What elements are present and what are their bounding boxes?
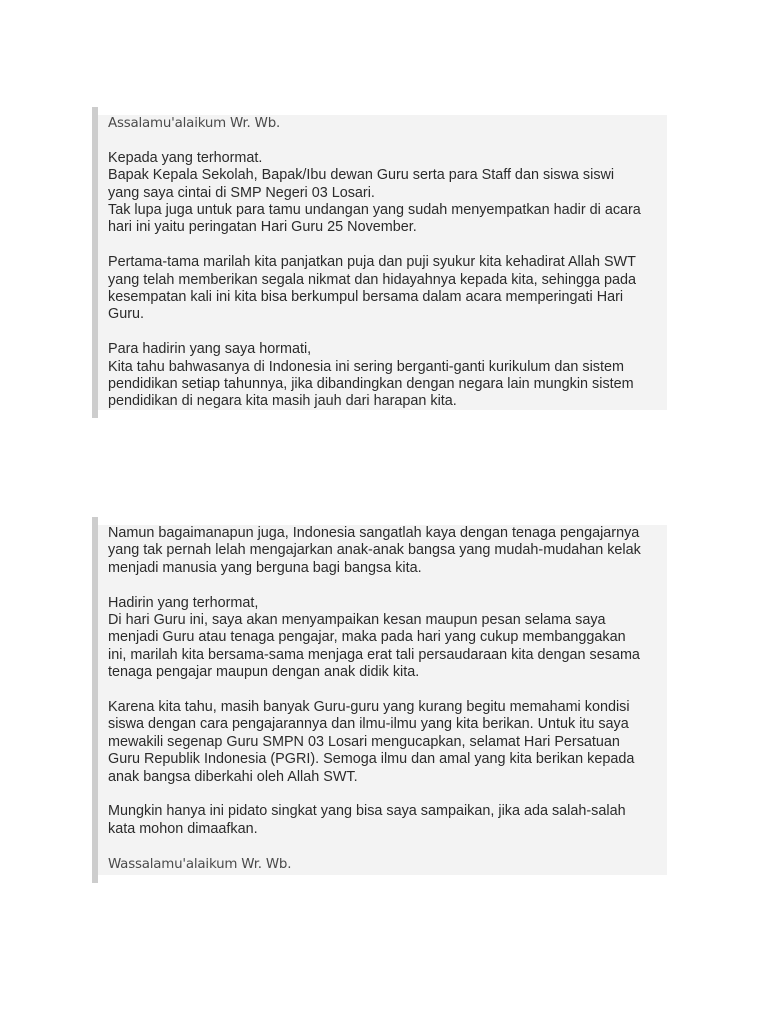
text-line: kata mohon dimaafkan. [108,820,258,837]
speech-quote-block-opening [92,107,667,418]
text-line: siswa dengan cara pengajarannya dan ilmu-ilmu yang kita berikan. Untuk itu saya [108,716,629,733]
text-line: pendidikan di negara kita masih jauh dari harapan kita. [108,393,457,410]
paragraph-pgri [108,699,663,786]
text-line: Mungkin hanya ini pidato singkat yang bisa saya sampaikan, jika ada salah-salah [108,803,626,820]
quote-content [98,525,667,875]
text-line: kesempatan kali ini kita bisa berkumpul bersama dalam acara memperingati Hari [108,289,624,306]
text-line: menjadi manusia yang berguna bagi bangsa kita. [108,559,422,576]
paragraph-salutation [108,150,663,237]
text-line: hari ini yaitu peringatan Hari Guru 25 November. [108,219,417,236]
paragraph-apology [108,803,663,838]
text-line: Guru. [108,306,144,323]
text-line: Namun bagaimanapun juga, Indonesia sangatlah kaya dengan tenaga pengajarnya [108,525,640,541]
opening-greeting: Assalamu'alaikum Wr. Wb. [108,116,281,131]
text-line: Tak lupa juga untuk para tamu undangan yang sudah menyempatkan hadir di acara [108,202,641,219]
paragraph-gratitude [108,254,663,324]
text-line: yang saya cintai di SMP Negeri 03 Losari. [108,184,375,201]
text-line: Hadirin yang terhormat, [108,594,259,611]
paragraph-teachers [108,525,663,577]
text-line: yang telah memberikan segala nikmat dan hidayahnya kepada kita, sehingga pada [108,271,637,288]
text-line: Bapak Kepala Sekolah, Bapak/Ibu dewan Guru serta para Staff dan siswa siswi [108,167,615,184]
text-line: tenaga pengajar maupun dengan anak didik kita. [108,664,420,681]
speech-quote-block-closing [92,517,667,883]
text-line: Karena kita tahu, masih banyak Guru-guru yang kurang begitu memahami kondisi [108,699,630,716]
text-line: Guru Republik Indonesia (PGRI). Semoga ilmu dan amal yang kita berikan kepada [108,751,635,768]
text-line: Di hari Guru ini, saya akan menyampaikan kesan maupun pesan selama saya [108,612,606,629]
closing-greeting: Wassalamu'alaikum Wr. Wb. [108,856,292,872]
text-line: ini, marilah kita bersama-sama menjaga erat tali persaudaraan kita dengan sesama [108,646,640,663]
text-line: Kepada yang terhormat. [108,149,263,166]
text-line: Para hadirin yang saya hormati, [108,341,312,358]
text-line: yang tak pernah lelah mengajarkan anak-anak bangsa yang mudah-mudahan kelak [108,542,641,559]
text-line: Pertama-tama marilah kita panjatkan puja dan puji syukur kita kehadirat Allah SWT [108,254,636,271]
text-line: pendidikan setiap tahunnya, jika dibandingkan dengan negara lain mungkin sistem [108,376,634,393]
text-line: anak bangsa diberkahi oleh Allah SWT. [108,768,358,785]
paragraph-curriculum [108,341,663,411]
text-line: mewakili segenap Guru SMPN 03 Losari mengucapkan, selamat Hari Persatuan [108,733,620,750]
quote-content [98,115,667,410]
paragraph-message [108,595,663,682]
text-line: menjadi Guru atau tenaga pengajar, maka pada hari yang cukup membanggakan [108,629,626,646]
text-line: Kita tahu bahwasanya di Indonesia ini sering berganti-ganti kurikulum dan sistem [108,358,624,375]
